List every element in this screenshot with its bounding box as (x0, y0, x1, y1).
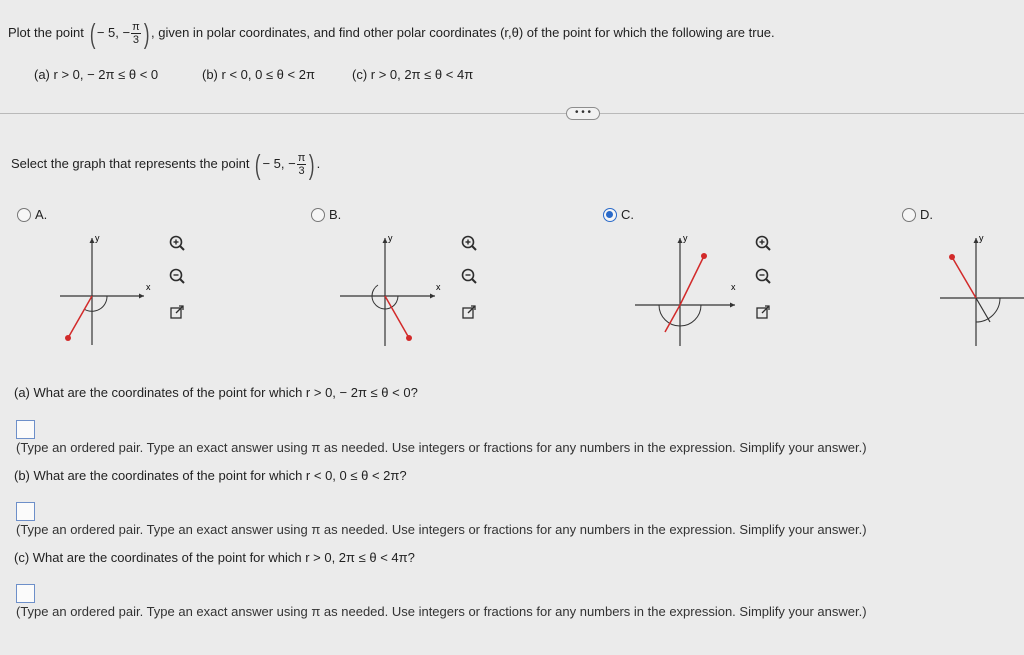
option-a-label[interactable]: A. (35, 207, 48, 222)
plotted-point (701, 253, 707, 259)
fraction-numerator: π (132, 21, 140, 34)
problem-prefix: Plot the point (8, 25, 84, 40)
fraction-denominator: 3 (132, 34, 139, 47)
x-axis-arrow (730, 303, 735, 308)
zoom-out-icon[interactable] (754, 267, 772, 285)
left-paren: ( (89, 17, 95, 49)
option-c-label[interactable]: C. (621, 207, 634, 222)
graph-a (52, 230, 162, 350)
y-axis-label: y (95, 233, 100, 243)
option-d-radio[interactable] (902, 208, 916, 222)
zoom-in-icon[interactable] (168, 234, 186, 252)
question-c: (c) What are the coordinates of the point for which r > 0, 2π ≤ θ < 4π? (14, 550, 415, 565)
select-theta-fraction (297, 152, 307, 177)
select-prefix: Select the graph that represents the point (11, 156, 250, 171)
y-axis-arrow (90, 238, 95, 243)
option-b-radio[interactable] (311, 208, 325, 222)
y-axis-label: y (979, 233, 984, 243)
plotted-point (406, 335, 412, 341)
problem-suffix: , given in polar coordinates, and find other polar coordinates (r,θ) of the point for which the following are true. (151, 25, 775, 40)
condition-c: (c) r > 0, 2π ≤ θ < 4π (352, 67, 474, 82)
graph-b (335, 230, 445, 350)
terminal-ray-extension (665, 305, 680, 332)
zoom-in-icon[interactable] (754, 234, 772, 252)
plotted-point (65, 335, 71, 341)
point-theta-fraction (131, 21, 141, 46)
y-axis-arrow (678, 238, 683, 243)
open-new-window-icon[interactable] (754, 303, 772, 321)
terminal-ray (952, 257, 976, 298)
x-axis-label: x (146, 282, 151, 292)
x-axis-label: x (436, 282, 441, 292)
fraction-numerator: π (297, 152, 306, 165)
point-r: − 5, − (96, 25, 131, 40)
x-axis-arrow (139, 294, 144, 299)
option-c-radio[interactable] (603, 208, 617, 222)
select-point-r: − 5, − (262, 156, 296, 171)
open-new-window-icon[interactable] (168, 303, 186, 321)
terminal-ray-extension (976, 298, 990, 322)
y-axis-arrow (974, 238, 979, 243)
graph-c (630, 230, 745, 350)
condition-b: (b) r < 0, 0 ≤ θ < 2π (202, 67, 315, 82)
x-axis-label: x (731, 282, 736, 292)
option-d-label[interactable]: D. (920, 207, 933, 222)
zoom-out-icon[interactable] (168, 267, 186, 285)
y-axis-arrow (383, 238, 388, 243)
graph-d (940, 230, 1024, 350)
open-new-window-icon[interactable] (460, 303, 478, 321)
option-b-label[interactable]: B. (329, 207, 342, 222)
left-paren: ( (254, 148, 261, 180)
condition-a: (a) r > 0, − 2π ≤ θ < 0 (34, 67, 159, 82)
plotted-point (949, 254, 955, 260)
expand-more-button[interactable]: • • • (566, 107, 600, 120)
right-paren: ) (143, 17, 150, 49)
question-a: (a) What are the coordinates of the point for which r > 0, − 2π ≤ θ < 0? (14, 385, 418, 400)
hint-c: (Type an ordered pair. Type an exact answer using π as needed. Use integers or fractions for any numbers in the expression. Simplify your answer.) (16, 604, 867, 619)
select-suffix: . (316, 156, 321, 171)
answer-b-input[interactable] (16, 502, 35, 521)
hint-b: (Type an ordered pair. Type an exact answer using π as needed. Use integers or fractions for any numbers in the expression. Simplify your answer.) (16, 522, 867, 537)
question-b: (b) What are the coordinates of the point for which r < 0, 0 ≤ θ < 2π? (14, 468, 407, 483)
hint-a: (Type an ordered pair. Type an exact answer using π as needed. Use integers or fractions for any numbers in the expression. Simplify your answer.) (16, 440, 867, 455)
select-statement (11, 149, 320, 179)
zoom-in-icon[interactable] (460, 234, 478, 252)
right-paren: ) (309, 148, 315, 180)
answer-c-input[interactable] (16, 584, 35, 603)
section-divider (0, 113, 1024, 114)
y-axis-label: y (388, 233, 393, 243)
y-axis-label: y (683, 233, 688, 243)
answer-a-input[interactable] (16, 420, 35, 439)
terminal-ray (680, 256, 704, 305)
option-a-radio[interactable] (17, 208, 31, 222)
terminal-ray (68, 296, 92, 338)
zoom-out-icon[interactable] (460, 267, 478, 285)
problem-statement (8, 18, 775, 48)
x-axis-arrow (430, 294, 435, 299)
fraction-denominator: 3 (298, 165, 305, 178)
